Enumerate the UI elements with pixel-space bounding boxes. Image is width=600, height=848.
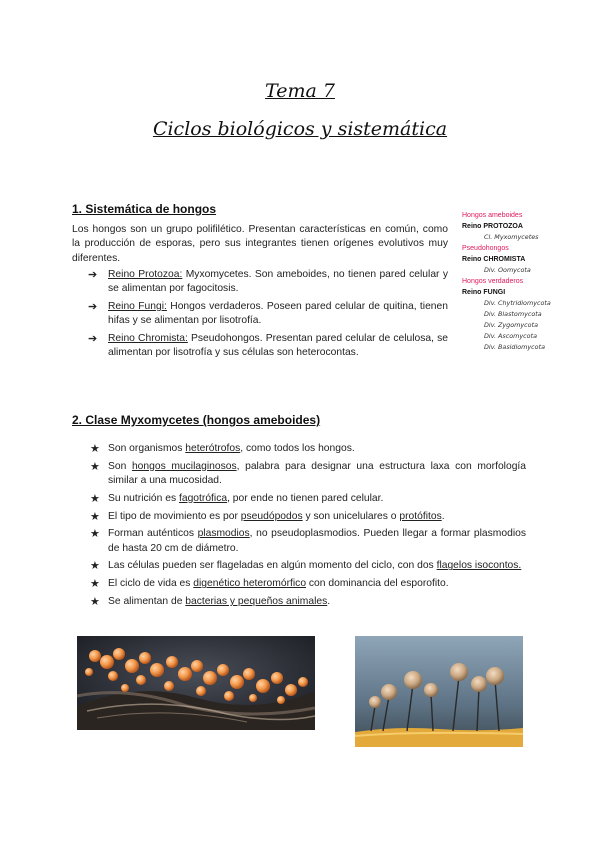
- item-keyword: pseudópodos: [240, 510, 303, 522]
- kingdom-label: Reino Chromista:: [108, 332, 188, 344]
- item-keyword: digenético heteromórfico: [193, 578, 307, 590]
- item-text: con dominancia del esporofito.: [306, 578, 449, 590]
- list-item: [88, 300, 448, 329]
- item-text: El tipo de movimiento es por: [108, 510, 241, 522]
- section2-heading: 2. Clase Myxomycetes (hongos ameboides): [72, 413, 321, 427]
- item-text: Se alimentan de: [108, 595, 186, 607]
- item-keyword: protófitos: [399, 510, 442, 522]
- item-text: Forman auténticos: [108, 528, 198, 540]
- star-icon: ★: [90, 578, 100, 591]
- star-icon: ★: [90, 443, 100, 455]
- list-item: [88, 332, 448, 361]
- taxo-division: Div. Blastomycota: [484, 310, 542, 318]
- taxo-kingdom: Reino PROTOZOA: [462, 223, 523, 230]
- arrow-icon: ➔: [88, 332, 98, 345]
- list-item: [90, 577, 526, 591]
- item-text: y son unicelulares o: [302, 510, 400, 522]
- star-icon: ★: [90, 595, 100, 608]
- taxo-kingdom: Reino FUNGI: [462, 289, 506, 296]
- photo-sporangia: [355, 636, 523, 747]
- kingdom-text: Myxomycetes. Son ameboides, no tienen pared celular y se alimentan por fagocitosis.: [108, 269, 448, 295]
- item-keyword: bacterias y pequeños animales: [185, 595, 328, 607]
- item-keyword: heterótrofos: [185, 443, 241, 454]
- taxo-division: Div. Zygomycota: [484, 321, 538, 329]
- star-icon: ★: [90, 492, 100, 505]
- kingdom-text: Pseudohongos. Presentan pared celular de celulosa, se alimentan por lisotrofía y sus células son heterocontas.: [108, 332, 449, 359]
- item-text: Son: [108, 460, 132, 472]
- item-text: , palabra para designar una estructura laxa con morfología similar a una mucosidad.: [108, 460, 527, 486]
- page-subtitle: Ciclos biológicos y sistemática: [152, 118, 448, 140]
- star-icon: ★: [90, 510, 100, 523]
- item-keyword: fagotrófica: [178, 492, 228, 504]
- photo-slime-mold-plasmodium: [77, 636, 315, 730]
- item-text: .: [441, 510, 445, 522]
- item-text: Las células pueden ser flageladas en algún momento del ciclo, con dos: [108, 560, 437, 572]
- list-item: [90, 460, 526, 488]
- taxonomy-notes: [462, 210, 582, 353]
- taxo-division: Div. Chytridiomycota: [484, 299, 551, 307]
- taxo-group: Hongos ameboides: [462, 212, 523, 219]
- item-text: , como todos los hongos.: [240, 443, 355, 454]
- list-item: [88, 268, 448, 297]
- section1-intro: Los hongos son un grupo polifilético. Presentan características en común, como la producción de esporas, pero sus integrantes tienen orígenes evolutivos muy diferentes.: [72, 224, 448, 264]
- section2-list: [90, 442, 526, 613]
- star-icon: ★: [90, 528, 100, 541]
- list-item: [90, 559, 526, 573]
- taxo-group: Hongos verdaderos: [462, 278, 524, 285]
- page-title: Tema 7: [265, 80, 335, 102]
- item-text: Son organismos: [108, 443, 186, 454]
- list-item: [90, 510, 526, 524]
- list-item: [90, 595, 526, 609]
- taxo-division: Div. Ascomycota: [484, 332, 537, 340]
- item-text: .: [327, 595, 331, 607]
- taxo-kingdom: Reino CHROMISTA: [462, 256, 526, 263]
- section1-list: [88, 268, 448, 363]
- taxo-division: Div. Oomycota: [484, 266, 531, 274]
- section1-heading: 1. Sistemática de hongos: [72, 202, 217, 216]
- item-keyword: plasmodios: [197, 528, 250, 540]
- kingdom-label: Reino Protozoa:: [108, 269, 183, 280]
- item-text: Su nutrición es: [108, 492, 179, 504]
- item-keyword: hongos mucilaginosos: [131, 460, 237, 472]
- item-text: , por ende no tienen pared celular.: [227, 492, 384, 504]
- item-text: El ciclo de vida es: [108, 578, 194, 590]
- kingdom-text: Hongos verdaderos. Poseen pared celular de quitina, tienen hifas y se alimentan por lisotrofía.: [108, 300, 448, 327]
- item-keyword: flagelos isocontos.: [436, 560, 522, 572]
- arrow-icon: ➔: [88, 269, 98, 281]
- list-item: [90, 492, 526, 506]
- arrow-icon: ➔: [88, 300, 98, 313]
- item-text: , no pseudoplasmodios. Pueden llegar a formar plasmodios de hasta 20 cm de diámetro.: [108, 528, 526, 554]
- taxo-division: Div. Basidiomycota: [484, 343, 546, 351]
- list-item: [90, 442, 526, 456]
- star-icon: ★: [90, 460, 100, 473]
- taxo-group: Pseudohongos: [462, 245, 509, 252]
- star-icon: ★: [90, 560, 100, 573]
- kingdom-label: Reino Fungi:: [108, 300, 167, 312]
- list-item: [90, 527, 526, 555]
- taxo-division: Cl. Myxomycetes: [484, 233, 539, 241]
